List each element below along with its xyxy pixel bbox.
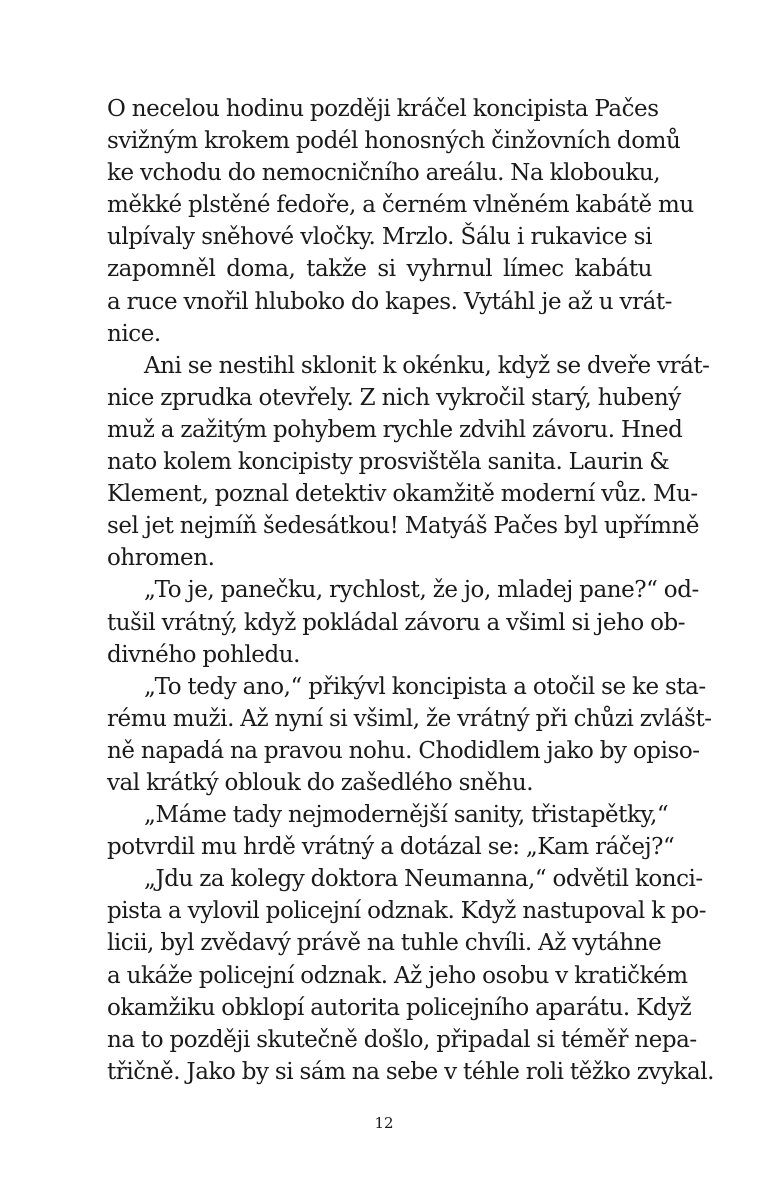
text-line: ně napadá na pravou nohu. Chodidlem jako by opiso- [107, 737, 700, 764]
text-line: divného pohledu. [107, 641, 300, 668]
body-text [107, 93, 715, 1088]
text-line: zapomněl doma, takže si vyhrnul límec kabátu [107, 256, 652, 283]
text-line: Klement, poznal detektiv okamžitě moderní vůz. Mu- [107, 481, 698, 508]
text-line: ke vchodu do nemocničního areálu. Na klobouku, [107, 160, 661, 187]
text-line: rému muži. Až nyní si všiml, že vrátný při chůzi zvlášt- [107, 705, 712, 732]
text-line: „Máme tady nejmodernější sanity, třistapětky,“ [144, 802, 669, 829]
text-line: okamžiku obklopí autorita policejního aparátu. Když [107, 994, 692, 1021]
text-line: nato kolem koncipisty prosvištěla sanita. Laurin & [107, 449, 670, 476]
text-line: nice zprudka otevřely. Z nich vykročil starý, hubený [107, 384, 681, 411]
text-line: „Jdu za kolegy doktora Neumanna,“ odvětil konci- [144, 866, 703, 893]
text-line: a ruce vnořil hluboko do kapes. Vytáhl je až u vrát- [107, 288, 672, 315]
text-line: sel jet nejmíň šedesátkou! Matyáš Pačes byl upřímně [107, 513, 700, 540]
page-number: 12 [374, 1114, 394, 1132]
text-line: ohromen. [107, 545, 215, 572]
text-line: „To tedy ano,“ přikývl koncipista a otočil se ke sta- [144, 673, 706, 700]
text-line: potvrdil mu hrdě vrátný a dotázal se: „Kam ráčej?“ [107, 834, 675, 861]
text-line: tušil vrátný, když pokládal závoru a všiml si jeho ob- [107, 609, 686, 636]
text-line: nice. [107, 320, 161, 347]
text-line: O necelou hodinu později kráčel koncipista Pačes [107, 96, 659, 122]
text-line: pista a vylovil policejní odznak. Když nastupoval k po- [107, 898, 707, 925]
text-line: ulpívaly sněhové vločky. Mrzlo. Šálu i rukavice si [107, 224, 652, 251]
text-line: muž a zažitým pohybem rychle zdvihl závoru. Hned [107, 416, 683, 443]
text-line: a ukáže policejní odznak. Až jeho osobu v kratičkém [107, 962, 688, 989]
text-line: val krátký oblouk do zašedlého sněhu. [107, 769, 534, 796]
text-line: třičně. Jako by si sám na sebe v téhle roli těžko zvykal. [107, 1058, 715, 1085]
text-line: svižným krokem podél honosných činžovních domů [107, 128, 681, 155]
text-line: Ani se nestihl sklonit k okénku, když se dveře vrát- [144, 352, 710, 379]
text-line: na to později skutečně došlo, připadal si téměř nepa- [107, 1026, 697, 1053]
text-line: měkké plstěné fedoře, a černém vlněném kabátě mu [107, 192, 694, 219]
text-line: licii, byl zvědavý právě na tuhle chvíli. Až vytáhne [107, 930, 662, 957]
text-line: „To je, panečku, rychlost, že jo, mladej pane?“ od- [144, 577, 699, 604]
